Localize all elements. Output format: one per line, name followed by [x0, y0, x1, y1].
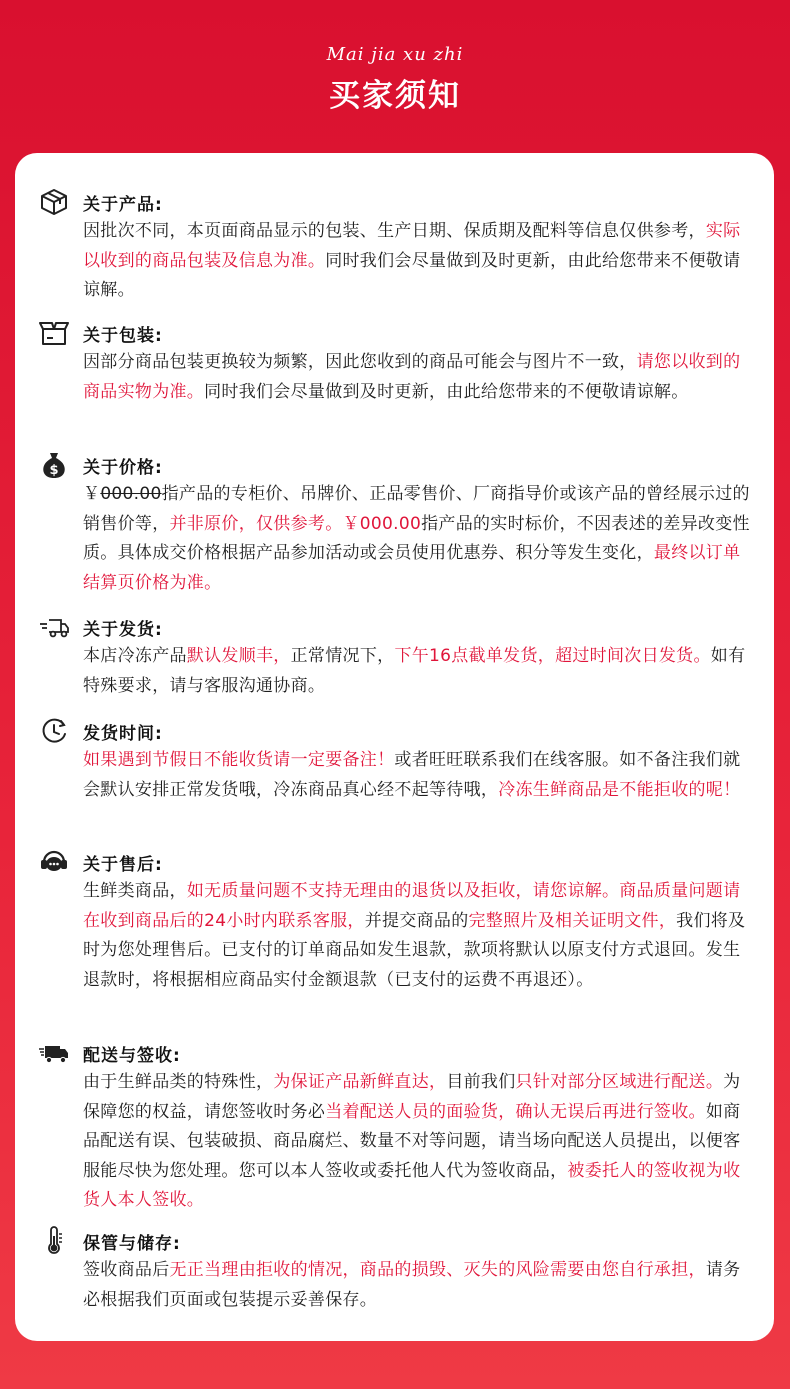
section-title: 关于价格: — [83, 457, 163, 478]
body-text: 并提交商品的 — [364, 910, 469, 931]
fast-delivery-icon — [37, 610, 71, 644]
body-text: 本店冷冻产品 — [83, 646, 187, 666]
body-text: 生鲜类商品， — [83, 881, 187, 901]
section-title: 保管与储存: — [83, 1233, 181, 1254]
body-text: 同时我们会尽量做到及时更新，由此给您带来的不便敬请谅解。 — [204, 381, 689, 402]
section-title: 关于售后: — [83, 854, 163, 875]
notice-card — [15, 153, 774, 1341]
money-bag-icon — [37, 448, 71, 482]
section-header — [37, 185, 163, 219]
highlight-text: 为保证产品新鲜直达， — [273, 1072, 447, 1092]
highlight-text: 无正当理由拒收的情况，商品的损毁、灭失的风险需要由您自行承担， — [169, 1260, 706, 1280]
body-text: 或者旺旺联系我们在线客服。如不备注我们就会默认安排正常发货哦，冷冻商品真心经不起等待哦， — [83, 750, 741, 800]
section-text — [83, 642, 755, 701]
section-text — [83, 1256, 755, 1315]
highlight-text: 默认发顺丰， — [186, 646, 291, 666]
svg-text:$: $ — [49, 463, 59, 478]
body-text: 请务必根据我们页面或包装提示妥善保存。 — [83, 1260, 741, 1310]
highlight-text: 当着配送人员的面验货，确认无误后再进行签收。 — [325, 1101, 706, 1122]
thermometer-icon — [37, 1224, 71, 1258]
section-text — [83, 348, 755, 407]
section-text — [83, 877, 755, 995]
section-header — [37, 448, 163, 482]
header-pinyin: Mai jia xu zhi — [326, 44, 464, 65]
highlight-text: 实际以收到的商品包装及信息为准。 — [83, 221, 741, 271]
body-text: 如商品配送有误、包装破损、商品腐烂、数量不对等问题，请当场向配送人员提出，以便客服能尽快为您处理。您可以本人签收或委托他人代为签收商品， — [83, 1101, 741, 1181]
body-text: 为保障您的权益，请您签收时务必 — [83, 1072, 741, 1122]
section-text — [83, 480, 755, 598]
section-title: 关于包装: — [83, 325, 163, 346]
clock-icon — [37, 714, 71, 748]
box-icon — [37, 185, 71, 219]
section-title: 关于发货: — [83, 619, 163, 640]
highlight-text: 被委托人的签收视为收货人本人签收。 — [83, 1160, 741, 1210]
open-box-icon — [37, 316, 71, 350]
section-header — [37, 714, 163, 748]
body-text: 正常情况下， — [290, 646, 395, 666]
section-text — [83, 217, 755, 306]
body-text: 如有特殊要求，请与客服沟通协商。 — [83, 646, 746, 696]
body-text: 指产品的专柜价、吊牌价、正品零售价、厂商指导价或该产品的曾经展示过的销售价等， — [83, 484, 750, 534]
section-header — [37, 845, 163, 879]
body-text: ￥ — [83, 484, 101, 504]
section-text — [83, 746, 755, 805]
body-text: 因部分商品包装更换较为频繁，因此您收到的商品可能会与图片不一致， — [83, 352, 637, 372]
highlight-text: 冷冻生鲜商品是不能拒收的呢！ — [498, 779, 741, 800]
body-text: 指产品的实时标价，不因表述的差异改变性质。具体成交价格根据产品参加活动或会员使用优惠券、积分等发生变化， — [83, 513, 750, 563]
customer-service-icon — [37, 845, 71, 879]
highlight-text: 如无质量问题不支持无理由的退货以及拒收，请您谅解。商品质量问题请在收到商品后的24小时内联系客服， — [83, 881, 741, 931]
highlight-text: 请您以收到的商品实物为准。 — [83, 352, 741, 402]
highlight-text: 下午16点截单发货，超过时间次日发货。 — [394, 646, 711, 666]
highlight-text: 并非原价，仅供参考。￥000.00 — [169, 513, 422, 534]
body-text: 由于生鲜品类的特殊性， — [83, 1072, 274, 1092]
section-header — [37, 1036, 181, 1070]
section-title: 关于产品: — [83, 194, 163, 215]
highlight-text: 完整照片及相关证明文件， — [468, 910, 677, 931]
section-title: 配送与签收: — [83, 1045, 181, 1066]
highlight-text: 如果遇到节假日不能收货请一定要备注！ — [83, 750, 395, 770]
body-text: 因批次不同，本页面商品显示的包装、生产日期、保质期及配料等信息仅供参考， — [83, 221, 706, 241]
body-text: 000.00 — [100, 484, 162, 504]
delivery-truck-icon — [37, 1036, 71, 1070]
section-title: 发货时间: — [83, 723, 163, 744]
section-header — [37, 1224, 181, 1258]
highlight-text: 最终以订单结算页价格为准。 — [83, 543, 741, 593]
body-text: 同时我们会尽量做到及时更新，由此给您带来不便敬请谅解。 — [83, 250, 741, 300]
section-header — [37, 316, 163, 350]
highlight-text: 只针对部分区域进行配送。 — [515, 1072, 724, 1092]
body-text: 签收商品后 — [83, 1260, 170, 1280]
section-text — [83, 1068, 755, 1216]
page-title: 买家须知 — [329, 78, 461, 114]
body-text: 目前我们 — [446, 1072, 516, 1092]
body-text: 我们将及时为您处理售后。已支付的订单商品如发生退款，款项将默认以原支付方式退回。发生退款时，将根据相应商品实付金额退款（已支付的运费不再退还）。 — [83, 910, 746, 990]
section-header — [37, 610, 163, 644]
header — [0, 0, 790, 150]
